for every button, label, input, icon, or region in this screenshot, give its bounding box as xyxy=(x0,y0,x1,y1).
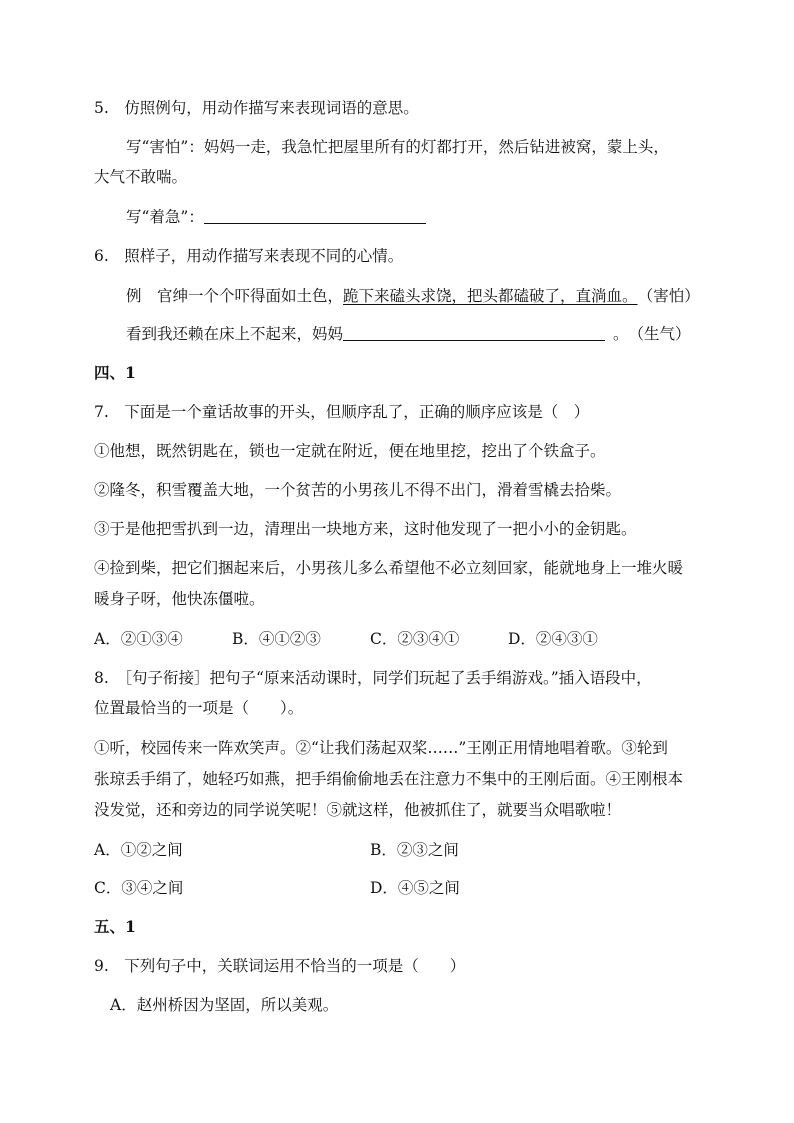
q6-answer-row xyxy=(126,324,691,344)
q7-option-d[interactable]: D．②④③① xyxy=(508,630,598,648)
q6-title: 6. 照样子，用动作描写来表现不同的心情。 xyxy=(94,247,404,265)
q8-title-line1: 8. ［句子衔接］把句子“原来活动课时，同学们玩起了丢手绢游戏。”插入语段中， xyxy=(94,669,652,687)
q8-option-c[interactable]: C．③④之间 xyxy=(94,879,184,897)
q6-answer-blank[interactable] xyxy=(343,324,605,341)
section5-heading: 五、1 xyxy=(94,917,136,936)
q8-paragraph-line2: 张琼丢手绢了，她轻巧如燕，把手绢偷偷地丢在注意力不集中的王刚后面。④王刚根本 xyxy=(94,770,684,788)
q5-answer-row xyxy=(126,207,426,227)
q8-paragraph-line1: ①听，校园传来一阵欢笑声。②“让我们荡起双桨……”王刚正用情地唱着歌。③轮到 xyxy=(94,739,668,757)
q5-example-line1: 写“害怕”：妈妈一走，我急忙把屋里所有的灯都打开，然后钻进被窝，蒙上头， xyxy=(126,138,669,156)
q8-option-d[interactable]: D．④⑤之间 xyxy=(370,879,460,897)
q8-title-line2: 位置最恰当的一项是（ ）。 xyxy=(94,699,304,717)
q6-blank-prefix: 看到我还赖在床上不起来，妈妈 xyxy=(126,325,344,343)
q7-option-a[interactable]: A．②①③④ xyxy=(94,630,183,648)
q7-option-b[interactable]: B．④①②③ xyxy=(232,630,321,648)
q7-sentence-1: ①他想，既然钥匙在，锁也一定就在附近，便在地里挖，挖出了个铁盒子。 xyxy=(94,442,606,460)
q8-paragraph-line3: 没发觉，还和旁边的同学说笑呢！⑤就这样，他被抓住了，就要当众唱歌啦！ xyxy=(94,801,622,819)
q8-option-b[interactable]: B．②③之间 xyxy=(370,841,459,859)
q6-example-row xyxy=(126,286,700,306)
q5-blank-prefix: 写“着急”： xyxy=(126,208,204,226)
section4-heading: 四、1 xyxy=(94,363,136,382)
q6-example-underlined: 跪下来磕头求饶，把头都磕破了，直淌血。 xyxy=(343,287,638,305)
q5-example-line2: 大气不敢喘。 xyxy=(94,168,188,186)
q9-option-a[interactable]: A．赵州桥因为坚固，所以美观。 xyxy=(110,996,339,1014)
q9-title: 9. 下列句子中，关联词运用不恰当的一项是（ ） xyxy=(94,957,466,975)
q6-blank-suffix: 。 （生气） xyxy=(613,325,691,343)
q7-sentence-4-line1: ④捡到柴，把它们捆起来后，小男孩儿多么希望他不必立刻回家，能就地身上一堆火暖 xyxy=(94,559,684,577)
q5-answer-blank[interactable] xyxy=(204,207,426,224)
q5-title: 5. 仿照例句，用动作描写来表现词语的意思。 xyxy=(94,99,419,117)
q7-sentence-2: ②隆冬，积雪覆盖大地，一个贫苦的小男孩儿不得不出门，滑着雪橇去拾柴。 xyxy=(94,481,622,499)
q6-example-suffix: （害怕） xyxy=(645,287,700,305)
q7-sentence-3: ③于是他把雪扒到一边，清理出一块地方来，这时他发现了一把小小的金钥匙。 xyxy=(94,520,637,538)
q6-example-prefix: 例 官绅一个个吓得面如土色， xyxy=(126,287,344,305)
q7-option-c[interactable]: C．②③④① xyxy=(370,630,460,648)
q8-option-a[interactable]: A．①②之间 xyxy=(94,841,183,859)
q7-title: 7. 下面是一个童话故事的开头，但顺序乱了，正确的顺序应该是（ ） xyxy=(94,403,590,421)
q7-sentence-4-line2: 暖身子呀，他快冻僵啦。 xyxy=(94,590,265,608)
